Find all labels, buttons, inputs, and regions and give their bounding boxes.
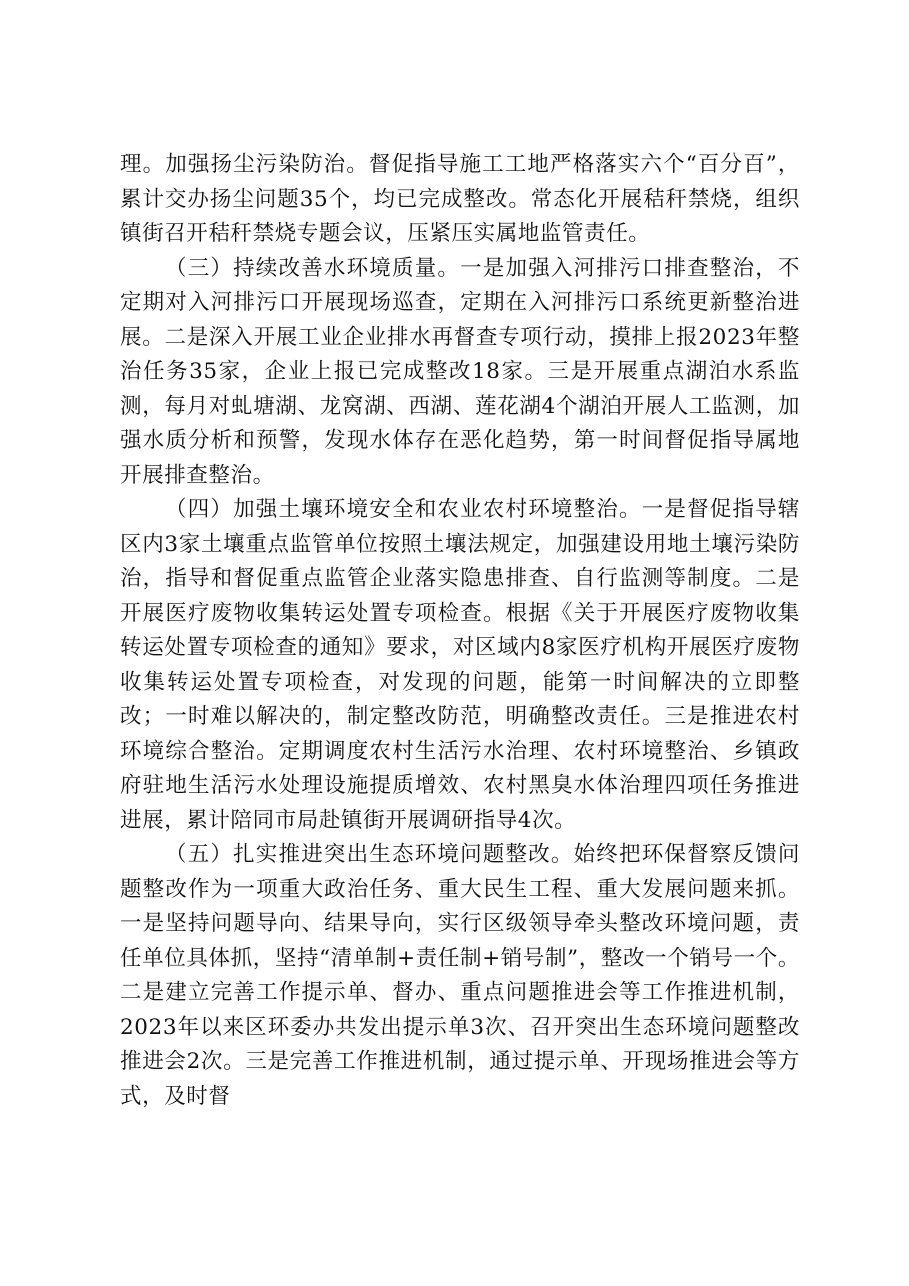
paragraph-soil-rural: （四）加强土壤环境安全和农业农村环境整治。一是督促指导辖区内3家土壤重点监管单位按照土壤法规定，加强建设用地土壤污染防治，指导和督促重点监管企业落实隐患排查、自行监测等制度。二是开展医疗废物收集转运处置专项检查。根据《关于开展医疗废物收集转运处置专项检查的通知》要求，对区域内8家医疗机构开展医疗废物收集转运处置专项检查，对发现的问题，能第一时间解决的立即整改；一时难以解决的，制定整改防范，明确整改责任。三是推进农村环境综合整治。定期调度农村生活污水治理、农村环境整治、乡镇政府驻地生活污水处理设施提质增效、农村黑臭水体治理四项任务推进进展，累计陪同市局赴镇街开展调研指导4次。: [120, 497, 800, 833]
paragraph-ecological-rectification: （五）扎实推进突出生态环境问题整改。始终把环保督察反馈问题整改作为一项重大政治任务、重大民生工程、重大发展问题来抓。一是坚持问题导向、结果导向，实行区级领导牵头整改环境问题，责任单位具体抓，坚持“清单制+责任制+销号制”，整改一个销号一个。二是建立完善工作提示单、督办、重点问题推进会等工作推进机制，2023年以来区环委办共发出提示单3次、召开突出生态环境问题整改推进会2次。三是完善工作推进机制，通过提示单、开现场推进会等方式，及时督: [120, 842, 800, 1109]
paragraph-water-quality: （三）持续改善水环境质量。一是加强入河排污口排查整治，不定期对入河排污口开展现场巡查，定期在入河排污口系统更新整治进展。二是深入开展工业企业排水再督查专项行动，摸排上报2023年整治任务35家，企业上报已完成整改18家。三是开展重点湖泊水系监测，每月对虬塘湖、龙窝湖、西湖、莲花湖4个湖泊开展人工监测，加强水质分析和预警，发现水体存在恶化趋势，第一时间督促指导属地开展排查整治。: [120, 255, 800, 488]
paragraph-continuation: 理。加强扬尘污染防治。督促指导施工工地严格落实六个“百分百”，累计交办扬尘问题35个，均已完成整改。常态化开展秸秆禁烧，组织镇街召开秸秆禁烧专题会议，压紧压实属地监管责任。: [120, 152, 800, 246]
document-body: [120, 148, 800, 1114]
